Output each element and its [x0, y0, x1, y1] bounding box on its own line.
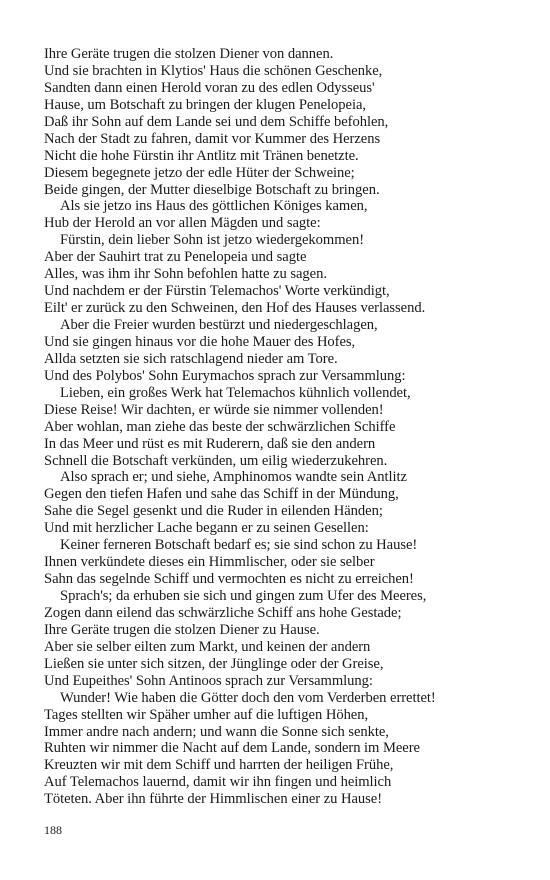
verse-line: Wunder! Wie haben die Götter doch den vom Verderben errettet!	[60, 689, 436, 706]
verse-line: Tages stellten wir Späher umher auf die luftigen Höhen,	[44, 706, 369, 723]
verse-line: Und sie gingen hinaus vor die hohe Mauer des Hofes,	[44, 333, 356, 350]
verse-line: Nicht die hohe Fürstin ihr Antlitz mit Tränen benetzte.	[44, 147, 359, 164]
verse-line: Auf Telemachos lauernd, damit wir ihn fingen und heimlich	[44, 774, 392, 791]
verse-line: Sprach's; da erhuben sie sich und gingen zum Ufer des Meeres,	[60, 588, 427, 604]
verse-line: Aber wohlan, man ziehe das beste der schwärzlichen Schiffe	[44, 418, 396, 435]
verse-line: Schnell die Botschaft verkünden, um eilig wiederzukehren.	[44, 452, 388, 469]
verse-line: Hause, um Botschaft zu bringen der klugen Penelopeia,	[44, 96, 366, 113]
verse-line: In das Meer und rüst es mit Ruderern, daß sie den andern	[44, 435, 376, 452]
verse-line: Ließen sie unter sich sitzen, der Jünglinge oder der Greise,	[44, 655, 384, 672]
verse-line: Aber die Freier wurden bestürzt und niedergeschlagen,	[60, 317, 378, 333]
verse-line: Also sprach er; und siehe, Amphinomos wandte sein Antlitz	[60, 469, 407, 486]
verse-line: Ihnen verkündete dieses ein Himmlischer, oder sie selber	[44, 554, 375, 571]
verse-line: Kreuzten wir mit dem Schiff und harrten der heiligen Frühe,	[44, 757, 394, 774]
verse-line: Zogen dann eilend das schwärzliche Schiff ans hohe Gestade;	[44, 604, 402, 621]
verse-line: Allda setzten sie sich ratschlagend nieder am Tore.	[44, 350, 338, 367]
verse-line: Aber sie selber eilten zum Markt, und keinen der andern	[44, 638, 371, 655]
verse-line: Eilt' er zurück zu den Schweinen, den Hof des Hauses verlassend.	[44, 300, 426, 317]
verse-line: Alles, was ihm ihr Sohn befohlen hatte zu sagen.	[44, 266, 327, 283]
verse-line: Sahn das segelnde Schiff und vermochten es nicht zu erreichen!	[44, 571, 414, 588]
verse-line: Gegen den tiefen Hafen und sahe das Schiff in der Mündung,	[44, 486, 399, 503]
verse-line: Töteten. Aber ihn führte der Himmlischen einer zu Hause!	[44, 791, 383, 808]
page-text-block	[44, 46, 524, 808]
verse-line: Fürstin, dein lieber Sohn ist jetzo wiedergekommen!	[60, 232, 364, 249]
verse-line: Und des Polybos' Sohn Eurymachos sprach zur Versammlung:	[44, 367, 406, 384]
verse-line: Als sie jetzo ins Haus des göttlichen Königes kamen,	[60, 198, 368, 215]
verse-line: Aber der Sauhirt trat zu Penelopeia und sagte	[44, 249, 307, 266]
verse-line: Diese Reise! Wir dachten, er würde sie nimmer vollenden!	[44, 401, 384, 418]
page-number: 188	[44, 823, 62, 837]
verse-line: Daß ihr Sohn auf dem Lande sei und dem Schiffe befohlen,	[44, 113, 389, 130]
verse-line: Diesem begegnete jetzo der edle Hüter der Schweine;	[44, 164, 355, 181]
verse-line: Beide gingen, der Mutter dieselbige Botschaft zu bringen.	[44, 181, 380, 198]
verse-line: Sandten dann einen Herold voran zu des edlen Odysseus'	[44, 79, 375, 96]
verse-line: Ruhten wir nimmer die Nacht auf dem Lande, sondern im Meere	[44, 740, 420, 757]
verse-line: Und sie brachten in Klytios' Haus die schönen Geschenke,	[44, 62, 383, 79]
verse-line: Keiner ferneren Botschaft bedarf es; sie sind schon zu Hause!	[60, 537, 418, 554]
verse-line: Und nachdem er der Fürstin Telemachos' Worte verkündigt,	[44, 283, 390, 300]
verse-line: Und mit herzlicher Lache begann er zu seinen Gesellen:	[44, 520, 369, 537]
verse-line: Sahe die Segel gesenkt und die Ruder in eilenden Händen;	[44, 503, 383, 520]
verse-line: Lieben, ein großes Werk hat Telemachos kühnlich vollendet,	[60, 384, 411, 401]
verse-line: Und Eupeithes' Sohn Antinoos sprach zur Versammlung:	[44, 672, 373, 689]
verse-line: Ihre Geräte trugen die stolzen Diener zu Hause.	[44, 621, 320, 638]
verse-line: Nach der Stadt zu fahren, damit vor Kummer des Herzens	[44, 130, 381, 147]
verse-line: Ihre Geräte trugen die stolzen Diener von dannen.	[44, 46, 334, 62]
verse-line: Immer andre nach andern; und wann die Sonne sich senkte,	[44, 723, 389, 740]
verse-line: Hub der Herold an vor allen Mägden und sagte:	[44, 215, 321, 232]
